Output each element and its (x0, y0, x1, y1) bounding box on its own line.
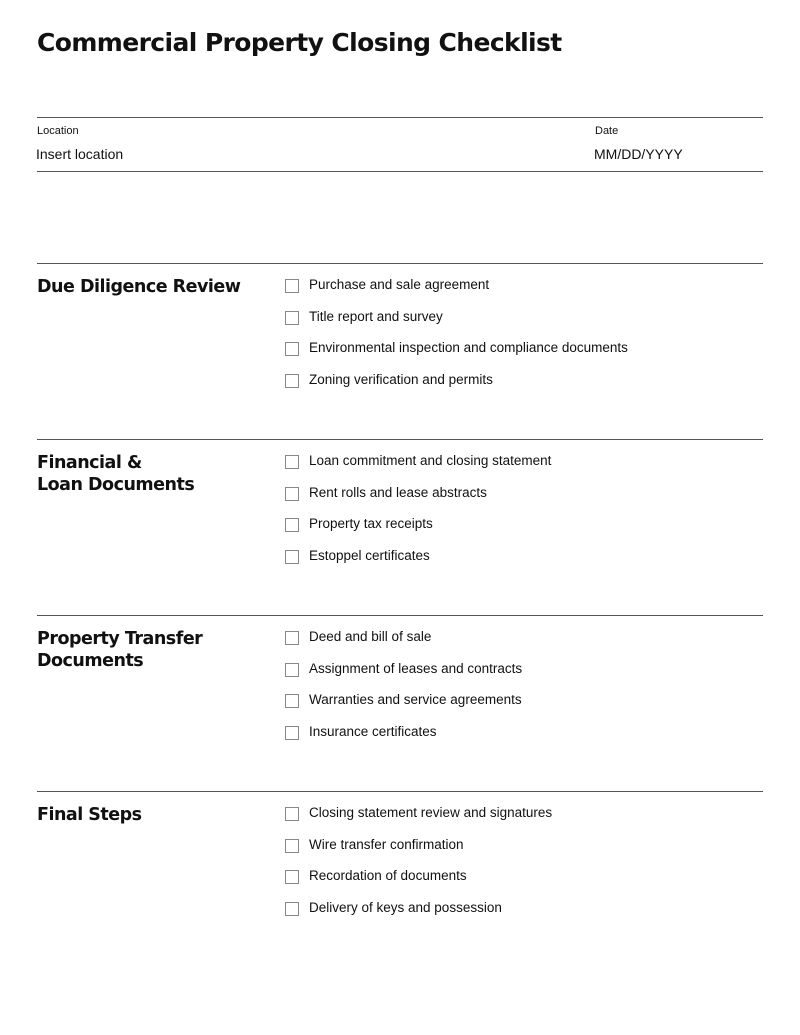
checklist-item[interactable] (285, 454, 551, 486)
checkbox[interactable] (285, 631, 299, 645)
checklist-item-label: Purchase and sale agreement (309, 277, 490, 292)
page-title: Commercial Property Closing Checklist (37, 28, 562, 57)
checkbox[interactable] (285, 518, 299, 532)
checkbox[interactable] (285, 342, 299, 356)
checklist-item[interactable] (285, 693, 522, 725)
checkbox[interactable] (285, 487, 299, 501)
checkbox[interactable] (285, 663, 299, 677)
checklist-item-label: Assignment of leases and contracts (309, 660, 523, 676)
date-input[interactable]: MM/DD/YYYY (594, 146, 683, 162)
checklist-item-label: Insurance certificates (309, 723, 437, 739)
section-title-line: Loan Documents (37, 475, 195, 495)
section-title-line: Financial & (37, 453, 142, 473)
checklist-item[interactable] (285, 341, 628, 373)
checkbox[interactable] (285, 374, 299, 388)
checklist-item-label: Delivery of keys and possession (309, 899, 502, 915)
checklist-item-label: Title report and survey (309, 308, 443, 324)
checklist (285, 454, 551, 580)
checklist (285, 806, 552, 932)
section-title (37, 804, 267, 826)
checklist-item[interactable] (285, 517, 551, 549)
section-property-transfer-documents (37, 615, 763, 766)
checklist-item-label: Deed and bill of sale (309, 629, 432, 644)
section-title-line: Property Transfer (37, 629, 203, 649)
section-title (37, 276, 267, 298)
checkbox[interactable] (285, 550, 299, 564)
checklist-item-label: Property tax receipts (309, 516, 433, 531)
checkbox[interactable] (285, 807, 299, 821)
checklist-item-label: Closing statement review and signatures (309, 805, 553, 820)
section-title-line: Final Steps (37, 805, 142, 825)
checklist (285, 278, 628, 404)
checklist-item-label: Rent rolls and lease abstracts (309, 484, 487, 500)
checklist-item[interactable] (285, 806, 552, 838)
checklist-item[interactable] (285, 630, 522, 662)
section-financial-loan-documents (37, 439, 763, 590)
checkbox[interactable] (285, 694, 299, 708)
section-title (37, 628, 267, 672)
checklist-item[interactable] (285, 869, 552, 901)
checklist-item[interactable] (285, 838, 552, 870)
checklist (285, 630, 522, 756)
checklist-item[interactable] (285, 310, 628, 342)
checklist-item[interactable] (285, 901, 552, 933)
checkbox[interactable] (285, 311, 299, 325)
checklist-item-label: Recordation of documents (309, 868, 467, 883)
checklist-item[interactable] (285, 549, 551, 581)
date-label: Date (595, 125, 619, 137)
checkbox[interactable] (285, 902, 299, 916)
section-due-diligence-review (37, 263, 763, 414)
section-title (37, 452, 267, 496)
checkbox[interactable] (285, 279, 299, 293)
checklist-item-label: Zoning verification and permits (309, 371, 493, 387)
checklist-item[interactable] (285, 725, 522, 757)
checklist-item-label: Loan commitment and closing statement (309, 453, 552, 468)
section-title-line: Documents (37, 651, 144, 671)
checklist-item[interactable] (285, 486, 551, 518)
location-input[interactable]: Insert location (36, 146, 124, 162)
checkbox[interactable] (285, 455, 299, 469)
checklist-item[interactable] (285, 662, 522, 694)
checkbox[interactable] (285, 870, 299, 884)
checklist-item-label: Estoppel certificates (309, 547, 430, 563)
meta-fields (37, 117, 763, 172)
checkbox[interactable] (285, 839, 299, 853)
checklist-item-label: Warranties and service agreements (309, 692, 522, 707)
checkbox[interactable] (285, 726, 299, 740)
section-final-steps (37, 791, 763, 942)
checklist-item-label: Environmental inspection and compliance documents (309, 340, 628, 355)
checklist-item[interactable] (285, 373, 628, 405)
section-title-line: Due Diligence Review (37, 277, 241, 297)
location-label: Location (37, 125, 79, 137)
checklist-item-label: Wire transfer confirmation (309, 836, 464, 852)
checklist-item[interactable] (285, 278, 628, 310)
